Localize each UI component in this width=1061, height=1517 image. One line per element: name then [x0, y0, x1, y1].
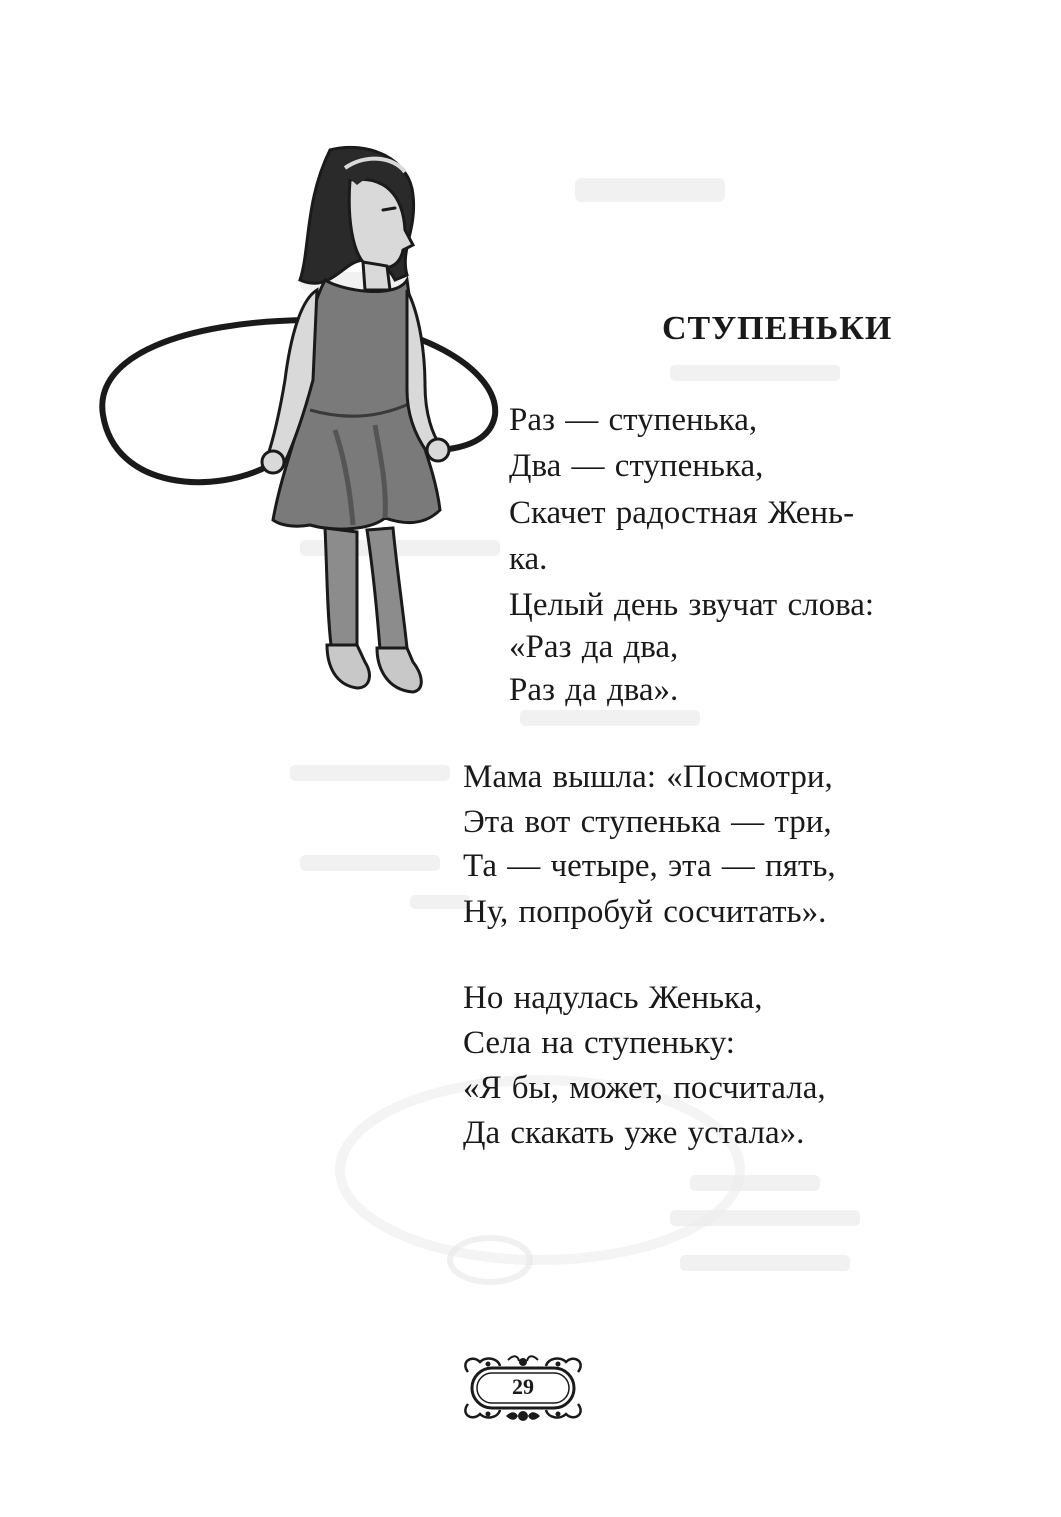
poem-line: Эта вот ступенька — три, — [463, 804, 832, 840]
poem-line: ка. — [509, 541, 548, 577]
poem-line: Да скакать уже устала». — [463, 1115, 805, 1151]
poem-line: Но надулась Женька, — [463, 980, 763, 1016]
poem-line: Раз да два». — [509, 672, 679, 708]
page-number: 29 — [512, 1374, 534, 1399]
poem-line: Та — четыре, эта — пять, — [463, 848, 836, 884]
poem-line: Два — ступенька, — [509, 448, 764, 484]
poem-line: Мама вышла: «Посмотри, — [463, 759, 833, 795]
poem-line: Целый день звучат слова: — [509, 587, 875, 623]
poem-line: Скачет радостная Жень- — [509, 495, 855, 531]
poem-line: Села на ступеньку: — [463, 1025, 735, 1061]
poem-line: «Я бы, может, посчитала, — [463, 1070, 826, 1106]
poem-line: Раз — ступенька, — [509, 402, 758, 438]
poem-title: СТУПЕНЬКИ — [662, 310, 893, 347]
poem-line: «Раз да два, — [509, 629, 679, 665]
girl-with-jump-rope-icon — [95, 140, 515, 700]
poem-line: Ну, попробуй сосчитать». — [463, 894, 827, 930]
